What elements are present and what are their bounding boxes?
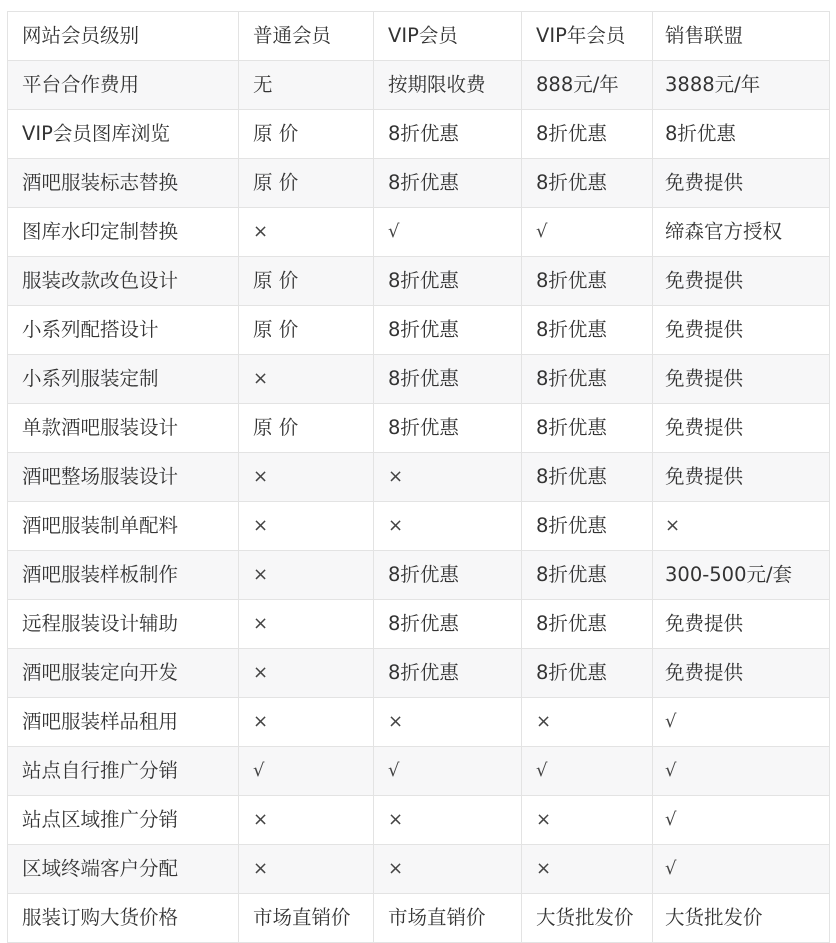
membership-table-container (7, 11, 829, 943)
table-cell: 888元/年 (522, 61, 653, 110)
table-row (8, 404, 830, 453)
table-cell: × (374, 698, 522, 747)
table-cell: √ (653, 747, 830, 796)
table-cell: × (239, 845, 374, 894)
table-cell: 按期限收费 (374, 61, 522, 110)
table-cell: 8折优惠 (522, 306, 653, 355)
table-cell: √ (653, 796, 830, 845)
row-label-cell: 小系列服装定制 (8, 355, 239, 404)
table-cell: √ (374, 747, 522, 796)
table-cell: × (239, 551, 374, 600)
table-cell: 8折优惠 (522, 551, 653, 600)
row-label-cell: 单款酒吧服装设计 (8, 404, 239, 453)
table-cell: 市场直销价 (239, 894, 374, 943)
row-label-cell: 酒吧服装样板制作 (8, 551, 239, 600)
table-cell: 8折优惠 (374, 159, 522, 208)
table-cell: VIP年会员 (522, 12, 653, 61)
row-label-cell: 平台合作费用 (8, 61, 239, 110)
table-cell: 普通会员 (239, 12, 374, 61)
table-cell: 免费提供 (653, 404, 830, 453)
table-row (8, 600, 830, 649)
row-label-cell: 酒吧服装标志替换 (8, 159, 239, 208)
table-cell: 原 价 (239, 159, 374, 208)
table-cell: 8折优惠 (374, 257, 522, 306)
row-label-cell: 酒吧整场服装设计 (8, 453, 239, 502)
table-cell: × (239, 208, 374, 257)
table-cell: √ (522, 747, 653, 796)
table-cell: 免费提供 (653, 355, 830, 404)
table-cell: √ (239, 747, 374, 796)
table-cell: × (239, 502, 374, 551)
table-cell: 8折优惠 (522, 600, 653, 649)
table-cell: 8折优惠 (522, 110, 653, 159)
table-cell: × (239, 649, 374, 698)
row-label-cell: 网站会员级别 (8, 12, 239, 61)
table-cell: 缔森官方授权 (653, 208, 830, 257)
table-cell: 8折优惠 (522, 404, 653, 453)
table-cell: 3888元/年 (653, 61, 830, 110)
table-cell: 无 (239, 61, 374, 110)
table-row (8, 894, 830, 943)
table-cell: × (522, 698, 653, 747)
table-cell: 300-500元/套 (653, 551, 830, 600)
table-row (8, 355, 830, 404)
table-cell: × (239, 698, 374, 747)
table-row (8, 159, 830, 208)
table-cell: × (653, 502, 830, 551)
table-cell: 8折优惠 (374, 600, 522, 649)
table-cell: 大货批发价 (522, 894, 653, 943)
table-cell: × (374, 845, 522, 894)
row-label-cell: 区域终端客户分配 (8, 845, 239, 894)
table-cell: × (239, 796, 374, 845)
table-cell: 销售联盟 (653, 12, 830, 61)
table-cell: 免费提供 (653, 159, 830, 208)
row-label-cell: 酒吧服装样品租用 (8, 698, 239, 747)
row-label-cell: 图库水印定制替换 (8, 208, 239, 257)
table-cell: √ (522, 208, 653, 257)
table-header-row (8, 12, 830, 61)
table-row (8, 110, 830, 159)
table-cell: 免费提供 (653, 257, 830, 306)
table-cell: 免费提供 (653, 306, 830, 355)
table-cell: 8折优惠 (374, 355, 522, 404)
table-cell: 免费提供 (653, 453, 830, 502)
row-label-cell: 服装订购大货价格 (8, 894, 239, 943)
table-cell: 8折优惠 (522, 257, 653, 306)
table-cell: × (239, 600, 374, 649)
table-cell: × (522, 845, 653, 894)
table-cell: 8折优惠 (374, 551, 522, 600)
table-cell: 大货批发价 (653, 894, 830, 943)
table-row (8, 502, 830, 551)
table-cell: 原 价 (239, 404, 374, 453)
table-cell: × (239, 355, 374, 404)
row-label-cell: 站点自行推广分销 (8, 747, 239, 796)
table-cell: 8折优惠 (522, 649, 653, 698)
table-cell: 8折优惠 (522, 453, 653, 502)
row-label-cell: 远程服装设计辅助 (8, 600, 239, 649)
table-cell: 原 价 (239, 257, 374, 306)
table-cell: VIP会员 (374, 12, 522, 61)
table-cell: √ (374, 208, 522, 257)
table-cell: 8折优惠 (522, 159, 653, 208)
table-cell: √ (653, 845, 830, 894)
row-label-cell: 酒吧服装制单配料 (8, 502, 239, 551)
table-cell: 8折优惠 (374, 649, 522, 698)
table-cell: × (374, 502, 522, 551)
table-cell: 8折优惠 (653, 110, 830, 159)
table-cell: 8折优惠 (374, 404, 522, 453)
table-cell: 市场直销价 (374, 894, 522, 943)
table-cell: 8折优惠 (522, 355, 653, 404)
table-row (8, 61, 830, 110)
table-cell: √ (653, 698, 830, 747)
table-row (8, 698, 830, 747)
table-cell: 8折优惠 (374, 110, 522, 159)
table-row (8, 453, 830, 502)
table-cell: × (374, 453, 522, 502)
table-body (8, 12, 830, 943)
table-row (8, 551, 830, 600)
table-row (8, 306, 830, 355)
table-cell: × (239, 453, 374, 502)
table-row (8, 845, 830, 894)
row-label-cell: 酒吧服装定向开发 (8, 649, 239, 698)
row-label-cell: 站点区域推广分销 (8, 796, 239, 845)
table-row (8, 257, 830, 306)
table-row (8, 649, 830, 698)
table-cell: 8折优惠 (522, 502, 653, 551)
table-cell: 原 价 (239, 306, 374, 355)
table-cell: 原 价 (239, 110, 374, 159)
table-row (8, 796, 830, 845)
row-label-cell: VIP会员图库浏览 (8, 110, 239, 159)
row-label-cell: 小系列配搭设计 (8, 306, 239, 355)
table-cell: × (522, 796, 653, 845)
table-cell: 8折优惠 (374, 306, 522, 355)
table-cell: 免费提供 (653, 649, 830, 698)
table-row (8, 208, 830, 257)
table-cell: 免费提供 (653, 600, 830, 649)
row-label-cell: 服装改款改色设计 (8, 257, 239, 306)
table-cell: × (374, 796, 522, 845)
table-row (8, 747, 830, 796)
membership-comparison-table (7, 11, 830, 943)
